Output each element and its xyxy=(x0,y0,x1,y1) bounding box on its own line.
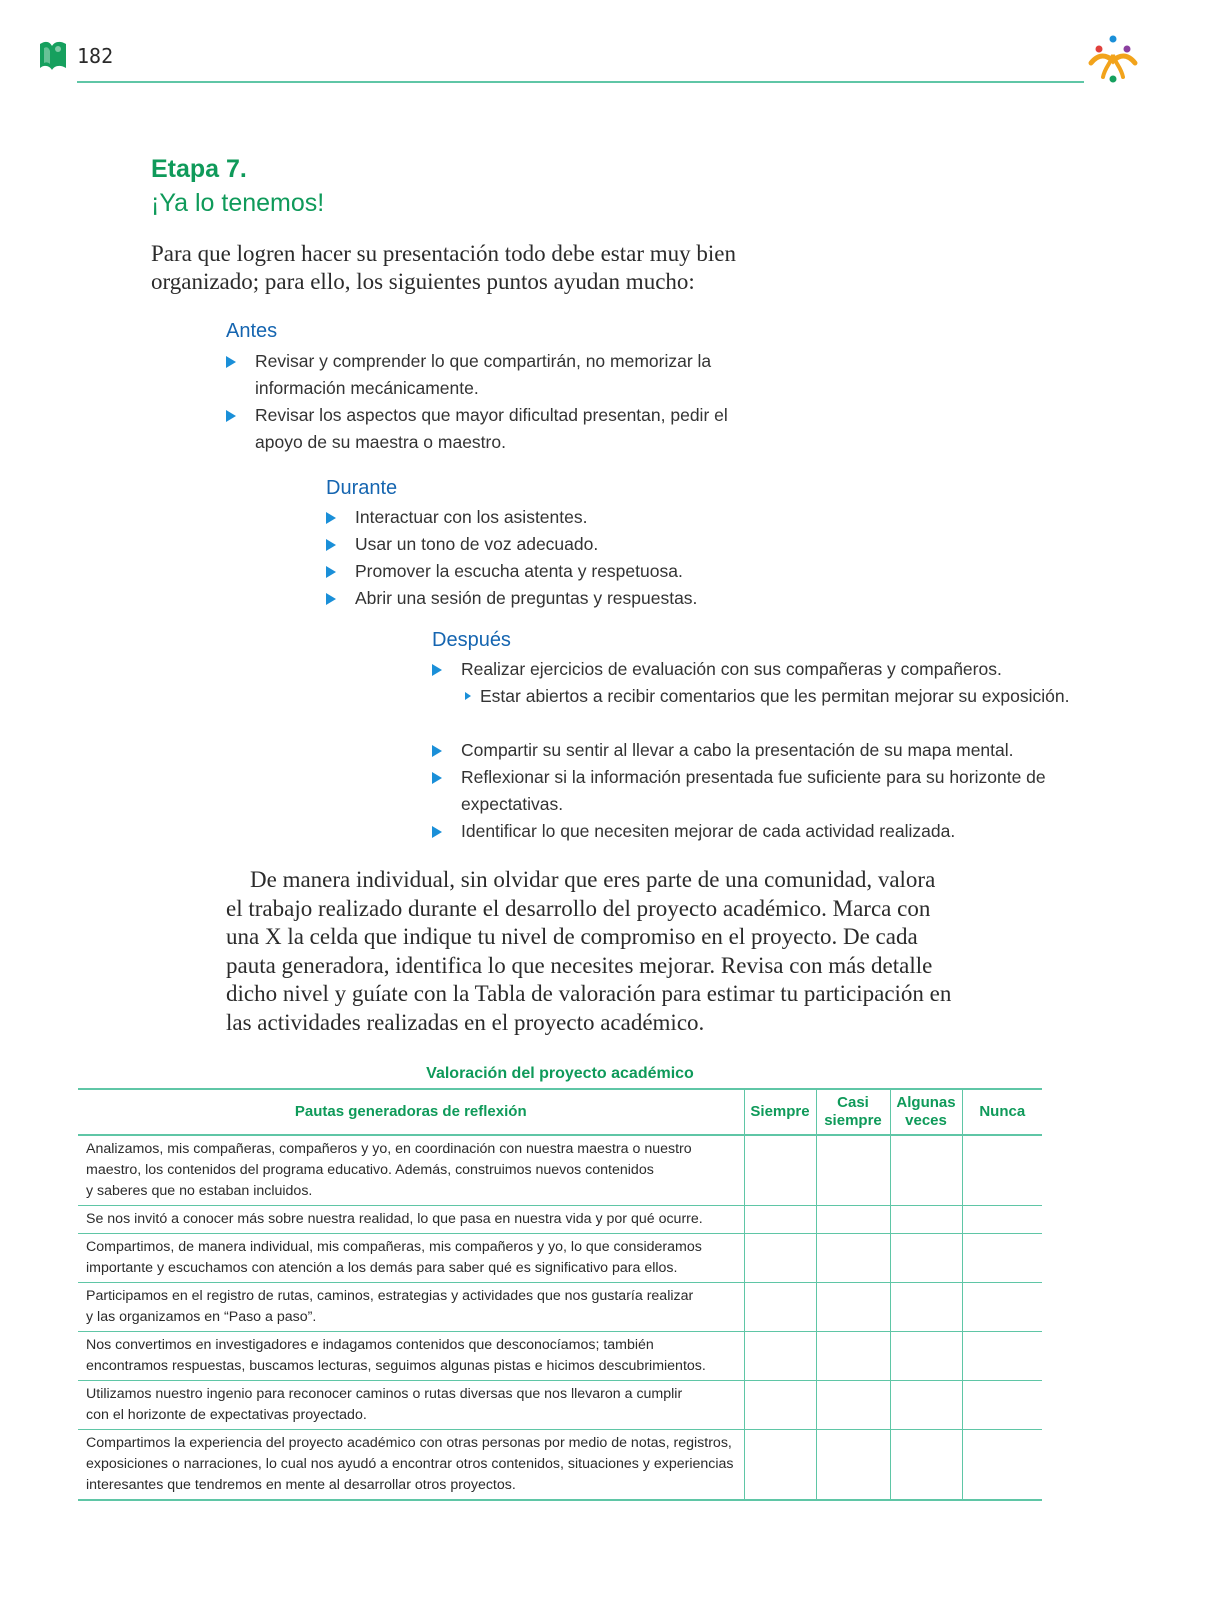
check-cell-nunca[interactable] xyxy=(962,1234,1042,1283)
check-cell-nunca[interactable] xyxy=(962,1381,1042,1430)
check-cell-nunca[interactable] xyxy=(962,1332,1042,1381)
stage-subtitle: ¡Ya lo tenemos! xyxy=(151,189,325,217)
table-row xyxy=(78,1234,1042,1283)
check-cell-casi-siempre[interactable] xyxy=(816,1283,890,1332)
list-item: Reflexionar si la información presentada fue suficiente para su horizonte de expectativas. xyxy=(432,764,1072,818)
pauta-cell: Utilizamos nuestro ingenio para reconocer caminos o rutas diversas que nos llevaron a cumplir con el horizonte de expectativas proyectado. xyxy=(78,1381,744,1430)
check-cell-casi-siempre[interactable] xyxy=(816,1332,890,1381)
list-item: Promover la escucha atenta y respetuosa. xyxy=(326,558,826,585)
list-item: Abrir una sesión de preguntas y respuestas. xyxy=(326,585,826,612)
check-cell-nunca[interactable] xyxy=(962,1283,1042,1332)
list-item: Revisar los aspectos que mayor dificultad presentan, pedir el apoyo de su maestra o maestro. xyxy=(226,402,746,456)
check-cell-nunca[interactable] xyxy=(962,1206,1042,1234)
page-number: 182 xyxy=(77,44,114,68)
bullet-small-triangle-icon xyxy=(465,692,471,700)
check-cell-siempre[interactable] xyxy=(744,1206,816,1234)
bullet-triangle-icon xyxy=(432,772,442,784)
table-row xyxy=(78,1332,1042,1381)
check-cell-algunas-veces[interactable] xyxy=(890,1381,962,1430)
stage-title: Etapa 7. xyxy=(151,155,247,183)
check-cell-algunas-veces[interactable] xyxy=(890,1206,962,1234)
despues-list-continued xyxy=(432,737,1072,845)
header-siempre: Siempre xyxy=(744,1089,816,1135)
pauta-cell: Compartimos la experiencia del proyecto académico con otras personas por medio de notas, registros, exposiciones o narraciones, lo cual nos ayudó a encontrar otros contenidos, situaciones y experiencias interesantes que tendremos en mente al desarrollar otros proyectos. xyxy=(78,1430,744,1501)
check-cell-algunas-veces[interactable] xyxy=(890,1332,962,1381)
bullet-triangle-icon xyxy=(326,566,336,578)
header-casi-siempre: Casi siempre xyxy=(816,1089,890,1135)
antes-list xyxy=(226,348,746,456)
despues-list xyxy=(432,656,1112,710)
table-row xyxy=(78,1430,1042,1501)
bullet-triangle-icon xyxy=(326,539,336,551)
check-cell-nunca[interactable] xyxy=(962,1430,1042,1501)
pauta-cell: Participamos en el registro de rutas, caminos, estrategias y actividades que nos gustaría realizar y las organizamos en “Paso a paso”. xyxy=(78,1283,744,1332)
bullet-triangle-icon xyxy=(326,512,336,524)
community-figures-logo-icon xyxy=(1085,33,1141,85)
table-row xyxy=(78,1206,1042,1234)
check-cell-siempre[interactable] xyxy=(744,1135,816,1206)
check-cell-casi-siempre[interactable] xyxy=(816,1430,890,1501)
list-item: Revisar y comprender lo que compartirán, no memorizar la información mecánicamente. xyxy=(226,348,746,402)
table-row xyxy=(78,1135,1042,1206)
bullet-triangle-icon xyxy=(226,410,236,422)
list-item: Compartir su sentir al llevar a cabo la presentación de su mapa mental. xyxy=(432,737,1072,764)
check-cell-siempre[interactable] xyxy=(744,1381,816,1430)
antes-heading: Antes xyxy=(226,320,278,342)
list-item: Usar un tono de voz adecuado. xyxy=(326,531,826,558)
list-item: Interactuar con los asistentes. xyxy=(326,504,826,531)
table-title: Valoración del proyecto académico xyxy=(426,1065,694,1082)
check-cell-nunca[interactable] xyxy=(962,1135,1042,1206)
bullet-triangle-icon xyxy=(432,745,442,757)
durante-heading: Durante xyxy=(326,477,398,499)
bullet-triangle-icon xyxy=(432,664,442,676)
header-divider xyxy=(77,81,1084,83)
bullet-triangle-icon xyxy=(326,593,336,605)
list-subitem: Estar abiertos a recibir comentarios que les permitan mejorar su exposición. xyxy=(432,683,1112,710)
list-item: Realizar ejercicios de evaluación con sus compañeras y compañeros. xyxy=(432,656,1112,683)
individual-instructions: De manera individual, sin olvidar que eres parte de una comunidad, valora el trabajo realizado durante el desarrollo del proyecto académico. Marca con una X la celda que indique tu nivel de compromiso en el proyecto. De cada pauta generadora, identifica lo que necesites mejorar. Revisa con más detalle dicho nivel y guíate con la Tabla de valoración para estimar tu participación en las actividades realizadas en el proyecto académico. xyxy=(226,867,952,1035)
check-cell-algunas-veces[interactable] xyxy=(890,1283,962,1332)
check-cell-casi-siempre[interactable] xyxy=(816,1234,890,1283)
book-logo-icon xyxy=(36,38,68,72)
intro-paragraph: Para que logren hacer su presentación todo debe estar muy bien organizado; para ello, los siguientes puntos ayudan mucho: xyxy=(151,241,737,294)
header-nunca: Nunca xyxy=(962,1089,1042,1135)
evaluation-table xyxy=(78,1088,1042,1501)
list-item: Identificar lo que necesiten mejorar de cada actividad realizada. xyxy=(432,818,1072,845)
check-cell-siempre[interactable] xyxy=(744,1332,816,1381)
pauta-cell: Analizamos, mis compañeras, compañeros y yo, en coordinación con nuestra maestra o nuestro maestro, los contenidos del programa educativo. Además, construimos nuevos contenidos y saberes que no estaban incluidos. xyxy=(78,1135,744,1206)
pauta-cell: Nos convertimos en investigadores e indagamos contenidos que desconocíamos; también encontramos respuestas, buscamos lecturas, seguimos algunas pistas e hicimos descubrimientos. xyxy=(78,1332,744,1381)
check-cell-algunas-veces[interactable] xyxy=(890,1135,962,1206)
check-cell-algunas-veces[interactable] xyxy=(890,1234,962,1283)
check-cell-casi-siempre[interactable] xyxy=(816,1135,890,1206)
pauta-cell: Se nos invitó a conocer más sobre nuestra realidad, lo que pasa en nuestra vida y por qué ocurre. xyxy=(78,1206,744,1234)
check-cell-casi-siempre[interactable] xyxy=(816,1381,890,1430)
durante-list xyxy=(326,504,826,612)
header-pautas: Pautas generadoras de reflexión xyxy=(78,1089,744,1135)
check-cell-casi-siempre[interactable] xyxy=(816,1206,890,1234)
despues-heading: Después xyxy=(432,629,511,651)
header-algunas-veces: Algunas veces xyxy=(890,1089,962,1135)
check-cell-siempre[interactable] xyxy=(744,1234,816,1283)
bullet-triangle-icon xyxy=(226,356,236,368)
check-cell-siempre[interactable] xyxy=(744,1430,816,1501)
check-cell-algunas-veces[interactable] xyxy=(890,1430,962,1501)
table-header-row xyxy=(78,1089,1042,1135)
check-cell-siempre[interactable] xyxy=(744,1283,816,1332)
bullet-triangle-icon xyxy=(432,826,442,838)
table-row xyxy=(78,1283,1042,1332)
table-row xyxy=(78,1381,1042,1430)
pauta-cell: Compartimos, de manera individual, mis compañeras, mis compañeros y yo, lo que consideramos importante y escuchamos con atención a los demás para saber qué es significativo para ellos. xyxy=(78,1234,744,1283)
